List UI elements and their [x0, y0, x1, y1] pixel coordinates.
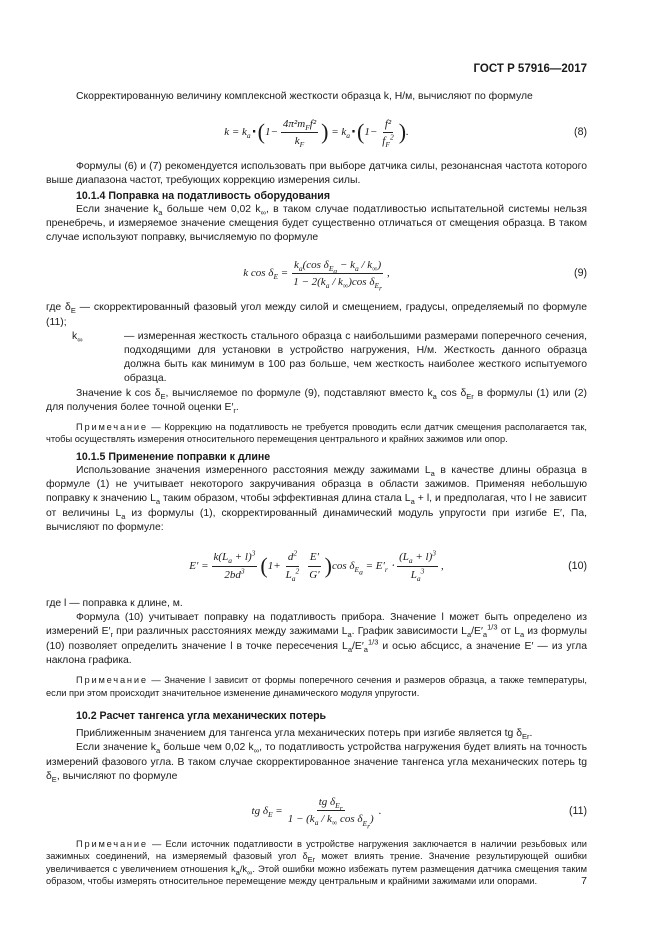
note-friction: Примечание — Если источник податливости в устройстве нагружения заключается в наличии резьбовых или зажимных соединений, на измеряемый фазовый угол $\delta_{Er}$ может влиять трение. Значение результирующей ошибки увеличивается с увеличением отношения $k_a/k_\infty$. Этой ошибки можно избежать путем размещения датчика смещения таким образом, чтобы измерять относительное перемещение между центральным и крайними зажимами или опорами.: [46, 838, 587, 887]
paragraph-formulas-recommendation: Формулы (6) и (7) рекомендуется использовать при выборе датчика силы, резонансная частота которого выше диапазона частот, требующих коррекцию измерения силы.: [46, 161, 587, 187]
note-length: Примечание — Значение l зависит от формы поперечного сечения и размеров образца, а также температуры, если при этом происходит значительное изменение динамического модуля упругости.: [46, 675, 587, 698]
definition-l: где l — поправка к длине, м.: [46, 598, 183, 610]
standard-header: ГОСТ Р 57916—2017: [473, 63, 587, 75]
paragraph-formula-10: Формула (10) учитывает поправку на податливость прибора. Значение l может быть определено из измерений $E'_r$ при различных расстояниях между зажимами $L_a$. График зависимости $L_a/E'_a^{1/3}$ от $L_a$ из формулы (10) позволяет определить значение l в точке пересечения $L_a/E'_a^{1/3}$ и осью абсцисс, а значение E′ — из угла наклона графика.: [46, 612, 587, 666]
page-number: 7: [581, 875, 587, 887]
section-heading-10-2: 10.2 Расчет тангенса угла механических потерь: [76, 709, 327, 722]
section-heading-10-1-5: 10.1.5 Применение поправки к длине: [76, 450, 271, 463]
definition-delta-e: где $\delta_E$ — скорректированный фазовый угол между силой и смещением, градусы, определяемый по формуле (11);: [46, 302, 587, 328]
paragraph-tan-delta: Приближенным значением для тангенса угла механических потерь при изгибе является tg $\delta_{Er}$.: [76, 728, 533, 742]
section-heading-10-1-4: 10.1.4 Поправка на податливость оборудования: [76, 189, 331, 202]
formula-number: (10): [568, 559, 587, 572]
definition-k-infinity: $k_\infty$ — измеренная жесткость стального образца с наибольшими размерами поперечного сечения, подходящими для установки в устройство нагружения, Н/м. Жесткость данного образца должна быть как минимум в 100 раз больше, чем жесткость наиболее жесткого испытуемого образца.: [72, 330, 587, 385]
paragraph-tan-correction: Если значение $k_a$ больше чем 0,02 $k_\infty$, то податливость устройства нагружения будет влиять на точность измерений фазового угла. В таком случае скорректированное значение тангенса угла механических потерь tg $\delta_E$, вычисляют по формуле: [46, 742, 587, 784]
formula-10: E′ = $\frac{k(L_a + l)^3}{2bd^3}$ ( 1+ $\frac{d^2}{L_a^2}$ $\frac{E'}{G'}$ ) $\cos \delta_{E_a} = E'_r$ ⋅ $\frac{(L_a + l)^3}{L_a^3}$ , (10): [189, 548, 587, 583]
paragraph-compliance: Если значение $k_a$ больше чем 0,02 $k_\infty$, в таком случае податливостью испытательной системы нельзя пренебречь, и измеряемое значение смещения будет существенно отличаться от смещения образца. В таком случае используют поправку, вычисляемую по формуле: [46, 203, 587, 244]
formula-9: k $\cos \delta_E$ = $\frac{k_a(\cos \delta_{E_a} - k_a / k_\infty)}{1 - 2(k_a / k_\infty)\cos \delta_{E_r}}$ , (9): [243, 258, 587, 293]
paragraph-length-correction: Использование значения измеренного расстояния между зажимами $L_a$ в качестве длины образца в формуле (1) не учитывает некоторого закручивания образца в области зажимов. Применяя небольшую поправку к значению $L_a$ таким образом, чтобы эффективная длина стала $L_a + l$, и предполагая, что l не зависит от величины $L_a$ из формулы (1), скорректированный динамический модуль упругости при изгибе E′, Па, вычисляют по формуле:: [46, 465, 588, 533]
formula-11: tg $\delta_E$ = $\frac{tg \delta_{E_r}}{1 - (k_a / k_\infty \cos \delta_{E_r})}$ . (11): [251, 796, 587, 831]
formula-number: (11): [568, 804, 587, 817]
note-compliance: Примечание — Коррекцию на податливость не требуется проводить если датчик смещения располагается так, чтобы осуществлять измерения относительного перемещения центрального и крайних зажимов или опор.: [46, 422, 587, 445]
paragraph-intro: Скорректированную величину комплексной жесткости образца k, Н/м, вычисляют по формуле: [76, 91, 533, 102]
page-content: [46, 90, 587, 888]
formula-8: $k = k_a$ ⋅( 1− $\frac{4\pi^2m_Ff^2}{k_F}$ ) = $k_a$ ⋅( 1− $\frac{\text{f²}}{f_F^2}$ ) . (8): [224, 117, 587, 149]
formula-number: (9): [574, 267, 587, 280]
paragraph-kcos-substitution: Значение k $\cos \delta_E$, вычисляемое по формуле (9), подставляют вместо $k_a$ $\cos \delta_{Er}$ в формулы (1) или (2) для получения более точной оценки $E'_r$.: [46, 387, 588, 415]
formula-number: (8): [574, 126, 587, 139]
